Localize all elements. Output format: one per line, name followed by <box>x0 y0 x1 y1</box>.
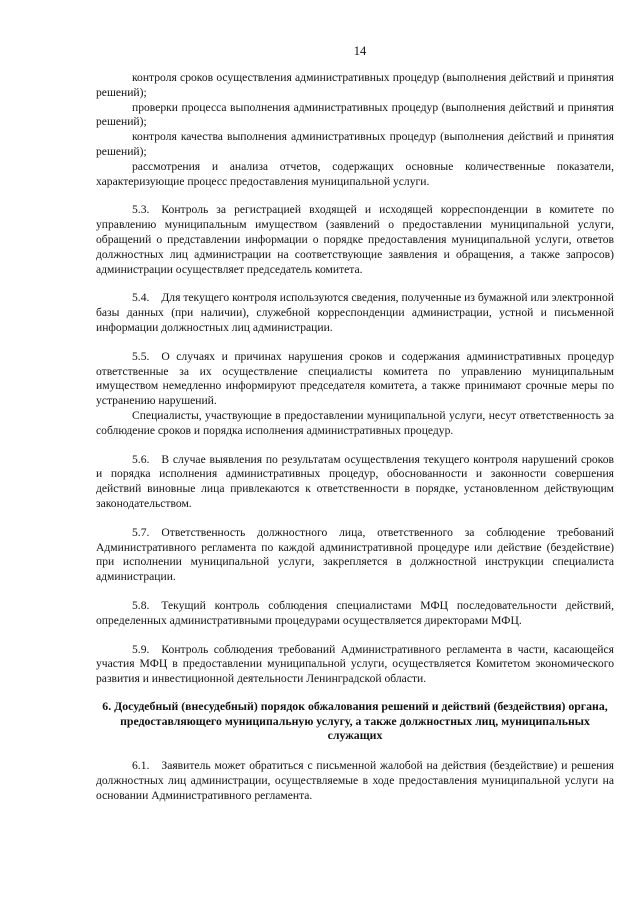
numbered-paragraph <box>96 526 614 585</box>
paragraph-gap <box>96 439 614 453</box>
numbered-paragraph <box>96 643 614 687</box>
numbered-paragraph <box>96 599 614 629</box>
paragraph-text: Для текущего контроля используются сведения, полученные из бумажной или электронной базы данных (при наличии), служебной корреспонденции администрации, устной и письменной информации должностных лиц администрации. <box>96 291 614 334</box>
paragraph-text: рассмотрения и анализа отчетов, содержащих основные количественные показатели, характеризующие процесс предоставления муниципальной услуги. <box>96 159 614 188</box>
paragraph <box>96 101 614 131</box>
paragraph-text: Текущий контроль соблюдения специалистами МФЦ последовательности действий, определенных административными процедурами осуществляется директорами МФЦ. <box>96 598 614 627</box>
paragraph-number: 6.1. <box>132 759 150 773</box>
numbered-paragraph <box>96 350 614 409</box>
paragraph-gap <box>96 512 614 526</box>
paragraph-text: Ответственность должностного лица, ответственного за соблюдение требований Административного регламента по каждой административной процедуре или действие (бездействие) при исполнении муниципальной услуги, закрепляется в должностной инструкции специалиста администрации. <box>96 525 614 584</box>
document-body <box>96 71 614 804</box>
paragraph-text: Специалисты, участвующие в предоставлении муниципальной услуги, несут ответственность за соблюдение сроков и порядка исполнения административных процедур. <box>96 408 614 437</box>
paragraph-text: О случаях и причинах нарушения сроков и содержания административных процедур ответственные за их осуществление специалисты комитета по управлению муниципальным имуществом немедленно информируют председателя комитета, а также принимают срочные меры по устранению нарушений. <box>96 349 614 408</box>
paragraph-number: 5.7. <box>132 525 150 539</box>
paragraph-gap <box>96 189 614 203</box>
paragraph-text: проверки процесса выполнения административных процедур (выполнения действий и принятия решений); <box>96 100 614 129</box>
paragraph-text: Заявитель может обратиться с письменной жалобой на действия (бездействие) и решения должностных лиц администрации, осуществляемые в ходе предоставления муниципальной услуги на основании Административного регламента. <box>96 759 614 802</box>
numbered-paragraph <box>96 453 614 512</box>
paragraph-number: 5.3. <box>132 203 150 217</box>
paragraph-text: контроля сроков осуществления административных процедур (выполнения действий и принятия решений); <box>96 71 614 99</box>
paragraph-text: контроля качества выполнения административных процедур (выполнения действий и принятия решений); <box>96 130 614 158</box>
paragraph-number: 5.5. <box>132 349 150 363</box>
paragraph-gap <box>96 629 614 643</box>
paragraph <box>96 409 614 439</box>
page-number: 14 <box>353 44 367 58</box>
numbered-paragraph <box>96 291 614 335</box>
section-heading: 6. Досудебный (внесудебный) порядок обжалования решений и действий (бездействия) органа, предоставляющего муниципальную услугу, а также должностных лиц, муниципальных служащих <box>102 698 608 743</box>
paragraph-gap <box>96 277 614 291</box>
paragraph-text: Контроль за регистрацией входящей и исходящей корреспонденции в комитете по управлению муниципальным имуществом (заявлений о предоставлении муниципальной услуги, обращений о представлении информации о порядке предоставления муниципальной услуги, ответов должностных лиц администрации на соответствующие заявления и обращения, а также запросов) администрации осуществляет председатель комитета. <box>96 203 614 276</box>
paragraph <box>96 71 614 101</box>
paragraph <box>96 160 614 190</box>
paragraph-number: 5.4. <box>132 291 150 305</box>
paragraph-number: 5.8. <box>132 598 150 612</box>
document-page <box>96 44 614 804</box>
paragraph-gap <box>96 585 614 599</box>
paragraph <box>96 130 614 160</box>
numbered-paragraph <box>96 759 614 803</box>
paragraph-text: Контроль соблюдения требований Административного регламента в части, касающейся участия МФЦ в предоставлении муниципальной услуги, осуществляется Комитетом экономического развития и инвестиционной деятельности Ленинградской области. <box>96 642 614 686</box>
paragraph-number: 5.6. <box>132 452 150 466</box>
numbered-paragraph <box>96 203 614 277</box>
paragraph-number: 5.9. <box>132 642 150 656</box>
paragraph-gap <box>96 336 614 350</box>
paragraph-text: В случае выявления по результатам осуществления текущего контроля нарушений сроков и порядка исполнения административных процедур, обоснованности и законности совершения действий виновные лица привлекаются к ответственности в порядке, установленном действующим законодательством. <box>96 452 614 510</box>
